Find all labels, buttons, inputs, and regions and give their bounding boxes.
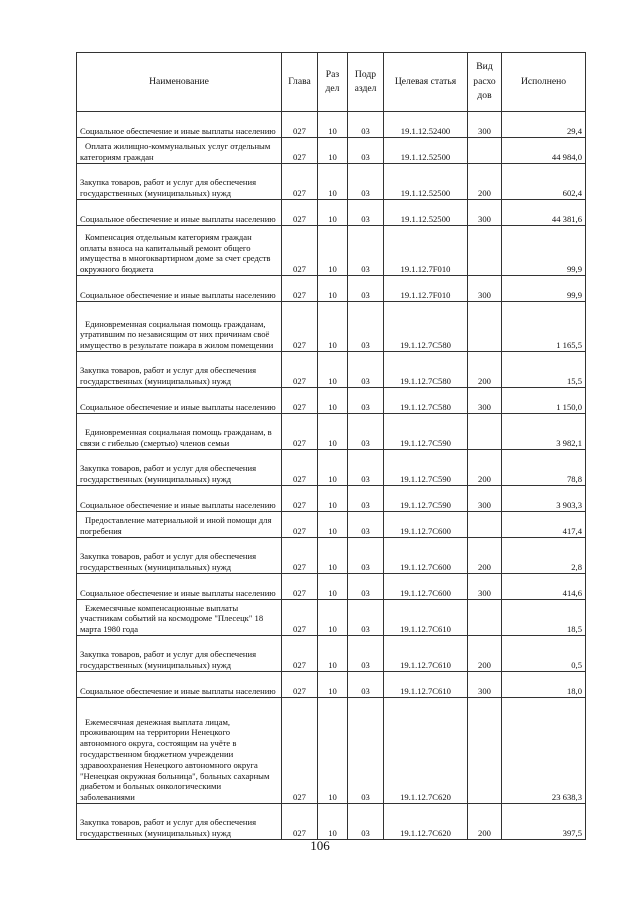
cell-vid: 300	[468, 388, 502, 414]
cell-name: Социальное обеспечение и иные выплаты населению	[77, 200, 282, 226]
cell-target: 19.1.12.7C600	[384, 574, 468, 600]
cell-vid	[468, 600, 502, 636]
cell-razdel: 10	[318, 450, 348, 486]
cell-done: 99,9	[502, 226, 586, 276]
cell-podrazdel: 03	[348, 302, 384, 352]
table-row	[77, 672, 586, 698]
table-row	[77, 388, 586, 414]
table-row	[77, 486, 586, 512]
cell-razdel: 10	[318, 226, 348, 276]
cell-name: Предоставление материальной и иной помощи для погребения	[77, 512, 282, 538]
cell-razdel: 10	[318, 414, 348, 450]
cell-vid: 300	[468, 486, 502, 512]
cell-target: 19.1.12.7F010	[384, 276, 468, 302]
cell-podrazdel: 03	[348, 672, 384, 698]
cell-target: 19.1.12.7C610	[384, 672, 468, 698]
cell-done: 23 638,3	[502, 698, 586, 804]
cell-podrazdel: 03	[348, 450, 384, 486]
cell-done: 3 903,3	[502, 486, 586, 512]
cell-name: Закупка товаров, работ и услуг для обеспечения государственных (муниципальных) нужд	[77, 450, 282, 486]
table-row	[77, 450, 586, 486]
cell-glava: 027	[282, 512, 318, 538]
cell-podrazdel: 03	[348, 112, 384, 138]
cell-razdel: 10	[318, 512, 348, 538]
cell-name: Оплата жилищно-коммунальных услуг отдельным категориям граждан	[77, 138, 282, 164]
cell-glava: 027	[282, 302, 318, 352]
cell-name: Ежемесячные компенсационные выплаты участникам событий на космодроме "Плесецк" 18 марта 1980 года	[77, 600, 282, 636]
budget-table	[76, 52, 586, 840]
cell-podrazdel: 03	[348, 276, 384, 302]
cell-podrazdel: 03	[348, 138, 384, 164]
cell-razdel: 10	[318, 538, 348, 574]
cell-razdel: 10	[318, 164, 348, 200]
cell-vid: 300	[468, 200, 502, 226]
cell-glava: 027	[282, 672, 318, 698]
cell-podrazdel: 03	[348, 512, 384, 538]
header-razdel: Раз дел	[318, 53, 348, 112]
cell-done: 78,8	[502, 450, 586, 486]
cell-target: 19.1.12.7C580	[384, 388, 468, 414]
cell-name: Единовременная социальная помощь гражданам, в связи с гибелью (смертью) членов семьи	[77, 414, 282, 450]
table-row	[77, 226, 586, 276]
cell-target: 19.1.12.7C600	[384, 512, 468, 538]
cell-done: 3 982,1	[502, 414, 586, 450]
cell-podrazdel: 03	[348, 600, 384, 636]
cell-vid: 200	[468, 538, 502, 574]
cell-glava: 027	[282, 414, 318, 450]
cell-done: 2,8	[502, 538, 586, 574]
cell-target: 19.1.12.7C580	[384, 352, 468, 388]
cell-name: Социальное обеспечение и иные выплаты населению	[77, 486, 282, 512]
cell-done: 29,4	[502, 112, 586, 138]
cell-vid: 300	[468, 276, 502, 302]
cell-name: Единовременная социальная помощь гражданам, утратившим по независящим от них причинам своё имущество в результате пожара в жилом помещении	[77, 302, 282, 352]
header-done: Исполнено	[502, 53, 586, 112]
cell-done: 18,0	[502, 672, 586, 698]
cell-glava: 027	[282, 388, 318, 414]
table-row	[77, 276, 586, 302]
table-row	[77, 698, 586, 804]
cell-podrazdel: 03	[348, 636, 384, 672]
cell-glava: 027	[282, 276, 318, 302]
cell-target: 19.1.12.52500	[384, 164, 468, 200]
cell-glava: 027	[282, 138, 318, 164]
cell-vid: 300	[468, 672, 502, 698]
table-row	[77, 200, 586, 226]
cell-razdel: 10	[318, 200, 348, 226]
cell-razdel: 10	[318, 636, 348, 672]
cell-razdel: 10	[318, 804, 348, 840]
cell-razdel: 10	[318, 388, 348, 414]
table-header-row	[77, 53, 586, 112]
cell-glava: 027	[282, 600, 318, 636]
cell-done: 1 150,0	[502, 388, 586, 414]
cell-target: 19.1.12.7C610	[384, 636, 468, 672]
cell-vid: 200	[468, 636, 502, 672]
cell-done: 414,6	[502, 574, 586, 600]
cell-name: Социальное обеспечение и иные выплаты населению	[77, 276, 282, 302]
cell-glava: 027	[282, 636, 318, 672]
cell-target: 19.1.12.7C590	[384, 486, 468, 512]
cell-razdel: 10	[318, 600, 348, 636]
cell-podrazdel: 03	[348, 538, 384, 574]
cell-podrazdel: 03	[348, 698, 384, 804]
header-podrazdel: Подр аздел	[348, 53, 384, 112]
cell-vid	[468, 226, 502, 276]
cell-name: Ежемесячная денежная выплата лицам, проживающим на территории Ненецкого автономного округа, состоящим на учёте в государственном бюджетном учреждении здравоохранения Ненецкого автономного округа "Ненецкая окружная больница", больных сахарным диабетом и больных онкологическими заболеваниями	[77, 698, 282, 804]
cell-vid: 300	[468, 574, 502, 600]
cell-razdel: 10	[318, 352, 348, 388]
cell-done: 99,9	[502, 276, 586, 302]
cell-vid	[468, 302, 502, 352]
cell-name: Социальное обеспечение и иные выплаты населению	[77, 388, 282, 414]
cell-glava: 027	[282, 352, 318, 388]
cell-glava: 027	[282, 486, 318, 512]
cell-podrazdel: 03	[348, 164, 384, 200]
cell-podrazdel: 03	[348, 574, 384, 600]
cell-vid	[468, 512, 502, 538]
cell-name: Закупка товаров, работ и услуг для обеспечения государственных (муниципальных) нужд	[77, 352, 282, 388]
table-row	[77, 302, 586, 352]
cell-glava: 027	[282, 200, 318, 226]
header-target: Целевая статья	[384, 53, 468, 112]
cell-name: Закупка товаров, работ и услуг для обеспечения государственных (муниципальных) нужд	[77, 636, 282, 672]
cell-target: 19.1.12.7C580	[384, 302, 468, 352]
table-row	[77, 352, 586, 388]
cell-razdel: 10	[318, 276, 348, 302]
cell-podrazdel: 03	[348, 414, 384, 450]
cell-vid	[468, 414, 502, 450]
cell-glava: 027	[282, 112, 318, 138]
cell-target: 19.1.12.7C620	[384, 698, 468, 804]
cell-name: Закупка товаров, работ и услуг для обеспечения государственных (муниципальных) нужд	[77, 538, 282, 574]
cell-razdel: 10	[318, 138, 348, 164]
cell-name: Компенсация отдельным категориям граждан оплаты взноса на капитальный ремонт общего имущества в многоквартирном доме за счет средств окружного бюджета	[77, 226, 282, 276]
cell-razdel: 10	[318, 112, 348, 138]
cell-razdel: 10	[318, 698, 348, 804]
cell-target: 19.1.12.7C610	[384, 600, 468, 636]
cell-target: 19.1.12.7C590	[384, 450, 468, 486]
cell-name: Закупка товаров, работ и услуг для обеспечения государственных (муниципальных) нужд	[77, 164, 282, 200]
cell-target: 19.1.12.52500	[384, 138, 468, 164]
cell-glava: 027	[282, 698, 318, 804]
cell-vid	[468, 138, 502, 164]
header-name: Наименование	[77, 53, 282, 112]
cell-done: 1 165,5	[502, 302, 586, 352]
cell-done: 44 381,6	[502, 200, 586, 226]
table-row	[77, 138, 586, 164]
table-row	[77, 512, 586, 538]
cell-target: 19.1.12.7C620	[384, 804, 468, 840]
cell-podrazdel: 03	[348, 200, 384, 226]
cell-target: 19.1.12.7F010	[384, 226, 468, 276]
cell-vid: 200	[468, 450, 502, 486]
cell-target: 19.1.12.52500	[384, 200, 468, 226]
cell-glava: 027	[282, 450, 318, 486]
cell-done: 602,4	[502, 164, 586, 200]
cell-glava: 027	[282, 226, 318, 276]
cell-done: 397,5	[502, 804, 586, 840]
table-row	[77, 804, 586, 840]
cell-glava: 027	[282, 804, 318, 840]
cell-done: 417,4	[502, 512, 586, 538]
table-row	[77, 112, 586, 138]
cell-vid: 200	[468, 804, 502, 840]
header-glava: Глава	[282, 53, 318, 112]
cell-podrazdel: 03	[348, 486, 384, 512]
table-row	[77, 574, 586, 600]
table-row	[77, 600, 586, 636]
cell-razdel: 10	[318, 672, 348, 698]
cell-podrazdel: 03	[348, 226, 384, 276]
cell-razdel: 10	[318, 302, 348, 352]
cell-done: 15,5	[502, 352, 586, 388]
header-vid: Вид расхо дов	[468, 53, 502, 112]
cell-vid: 200	[468, 352, 502, 388]
table-row	[77, 414, 586, 450]
cell-glava: 027	[282, 164, 318, 200]
cell-vid: 300	[468, 112, 502, 138]
cell-podrazdel: 03	[348, 804, 384, 840]
cell-podrazdel: 03	[348, 352, 384, 388]
cell-target: 19.1.12.7C600	[384, 538, 468, 574]
cell-done: 18,5	[502, 600, 586, 636]
cell-done: 0,5	[502, 636, 586, 672]
cell-glava: 027	[282, 574, 318, 600]
cell-done: 44 984,0	[502, 138, 586, 164]
table-row	[77, 538, 586, 574]
page-number: 106	[310, 838, 330, 853]
cell-vid	[468, 698, 502, 804]
cell-razdel: 10	[318, 574, 348, 600]
table-row	[77, 636, 586, 672]
cell-razdel: 10	[318, 486, 348, 512]
cell-podrazdel: 03	[348, 388, 384, 414]
cell-name: Закупка товаров, работ и услуг для обеспечения государственных (муниципальных) нужд	[77, 804, 282, 840]
cell-name: Социальное обеспечение и иные выплаты населению	[77, 574, 282, 600]
table-body	[77, 112, 586, 840]
cell-vid: 200	[468, 164, 502, 200]
table-row	[77, 164, 586, 200]
cell-glava: 027	[282, 538, 318, 574]
cell-target: 19.1.12.52400	[384, 112, 468, 138]
cell-target: 19.1.12.7C590	[384, 414, 468, 450]
cell-name: Социальное обеспечение и иные выплаты населению	[77, 672, 282, 698]
cell-name: Социальное обеспечение и иные выплаты населению	[77, 112, 282, 138]
